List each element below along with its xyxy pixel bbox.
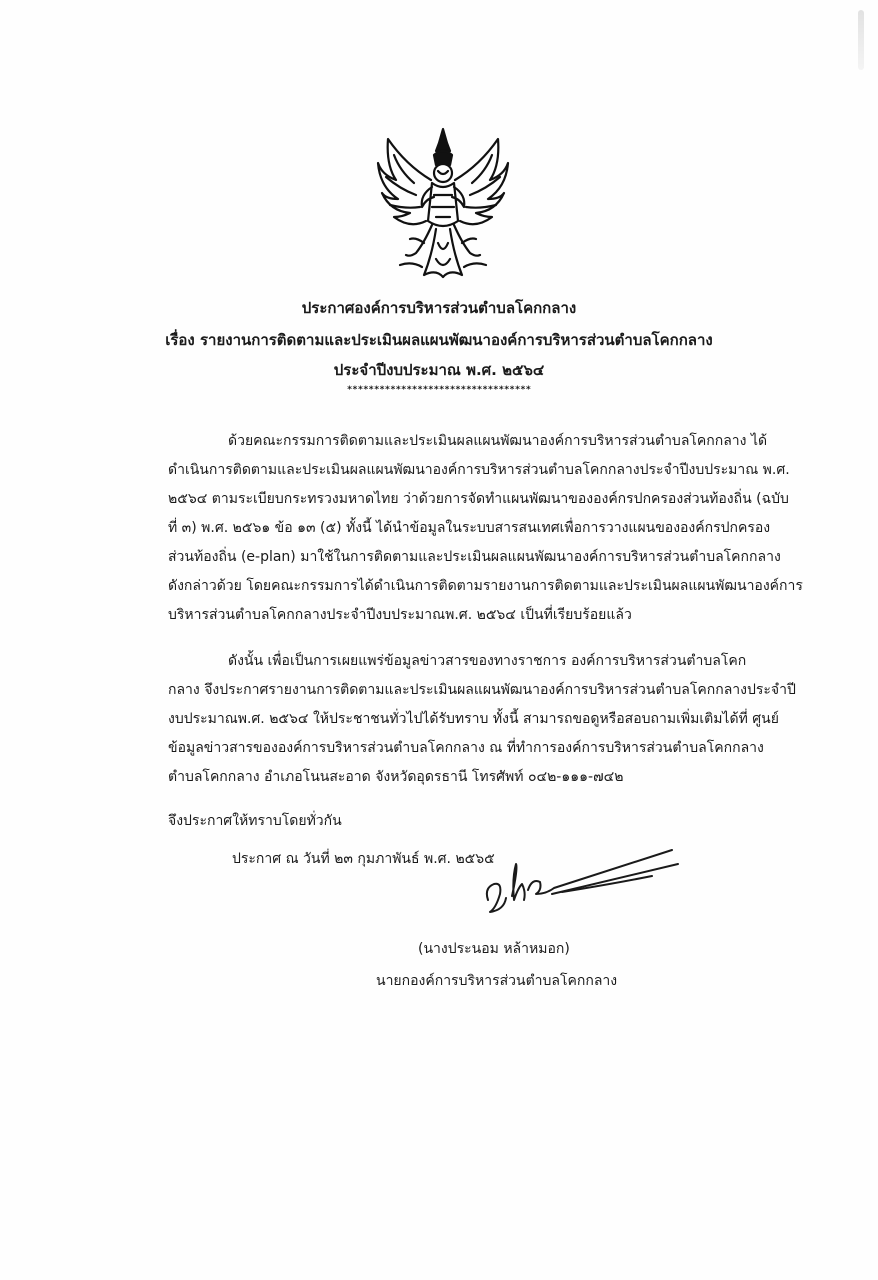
announcement-date: ประกาศ ณ วันที่ ๒๓ กุมภาพันธ์ พ.ศ. ๒๕๖๕ [232, 851, 495, 867]
paragraph2-line-1: ดังนั้น เพื่อเป็นการเผยแพร่ข้อมูลข่าวสารของทางราชการ องค์การบริหารส่วนตำบลโคก [228, 653, 747, 669]
paragraph1-line-3: ๒๕๖๔ ตามระเบียบกระทรวงมหาดไทย ว่าด้วยการจัดทำแผนพัฒนาขององค์กรปกครองส่วนท้องถิ่น (ฉบับ [168, 491, 789, 507]
handwritten-signature [482, 838, 682, 918]
paragraph2-line-2: กลาง จึงประกาศรายงานการติดตามและประเมินผลแผนพัฒนาองค์การบริหารส่วนตำบลโคกกลางประจำปี [168, 682, 796, 698]
closing-statement: จึงประกาศให้ทราบโดยทั่วกัน [168, 813, 342, 829]
paragraph1-line-2: ดำเนินการติดตามและประเมินผลแผนพัฒนาองค์การบริหารส่วนตำบลโคกกลางประจำปีงบประมาณ พ.ศ. [168, 462, 790, 478]
document-subject: เรื่อง รายงานการติดตามและประเมินผลแผนพัฒนาองค์การบริหารส่วนตำบลโคกกลาง [165, 331, 713, 349]
document-fiscal-year: ประจำปีงบประมาณ พ.ศ. ๒๕๖๔ [333, 361, 545, 379]
signatory-position: นายกองค์การบริหารส่วนตำบลโคกกลาง [376, 973, 618, 989]
paragraph1-line-5: ส่วนท้องถิ่น (e-plan) มาใช้ในการติดตามและประเมินผลแผนพัฒนาองค์การบริหารส่วนตำบลโคกกลาง [168, 549, 781, 565]
paragraph2-line-3: งบประมาณพ.ศ. ๒๕๖๔ ให้ประชาชนทั่วไปได้รับทราบ ทั้งนี้ สามารถขอดูหรือสอบถามเพิ่มเติมได้ที่ ศูนย์ [168, 711, 779, 727]
paragraph1-line-1: ด้วยคณะกรรมการติดตามและประเมินผลแผนพัฒนาองค์การบริหารส่วนตำบลโคกกลาง ได้ [228, 433, 768, 449]
paragraph1-line-6: ดังกล่าวด้วย โดยคณะกรรมการได้ดำเนินการติดตามรายงานการติดตามและประเมินผลแผนพัฒนาองค์การ [168, 578, 803, 594]
paragraph1-line-4: ที่ ๓) พ.ศ. ๒๕๖๑ ข้อ ๑๓ (๕) ทั้งนี้ ได้นำข้อมูลในระบบสารสนเทศเพื่อการวางแผนขององค์กรปกครอง [168, 520, 771, 536]
scan-edge-mark [858, 10, 864, 70]
paragraph1-line-7: บริหารส่วนตำบลโคกกลางประจำปีงบประมาณพ.ศ. ๒๕๖๔ เป็นที่เรียบร้อยแล้ว [168, 607, 632, 623]
paragraph2-line-4: ข้อมูลข่าวสารขององค์การบริหารส่วนตำบลโคกกลาง ณ ที่ทำการองค์การบริหารส่วนตำบลโคกกลาง [168, 740, 764, 756]
title-separator: ********************************** [346, 385, 532, 395]
garuda-emblem-icon [376, 125, 511, 280]
signatory-name: (นางประนอม หล้าหมอก) [418, 941, 570, 957]
document-title: ประกาศองค์การบริหารส่วนตำบลโคกกลาง [301, 299, 577, 317]
paragraph2-line-5: ตำบลโคกกลาง อำเภอโนนสะอาด จังหวัดอุดรธานี โทรศัพท์ ๐๔๒-๑๑๑-๗๔๒ [168, 769, 624, 785]
